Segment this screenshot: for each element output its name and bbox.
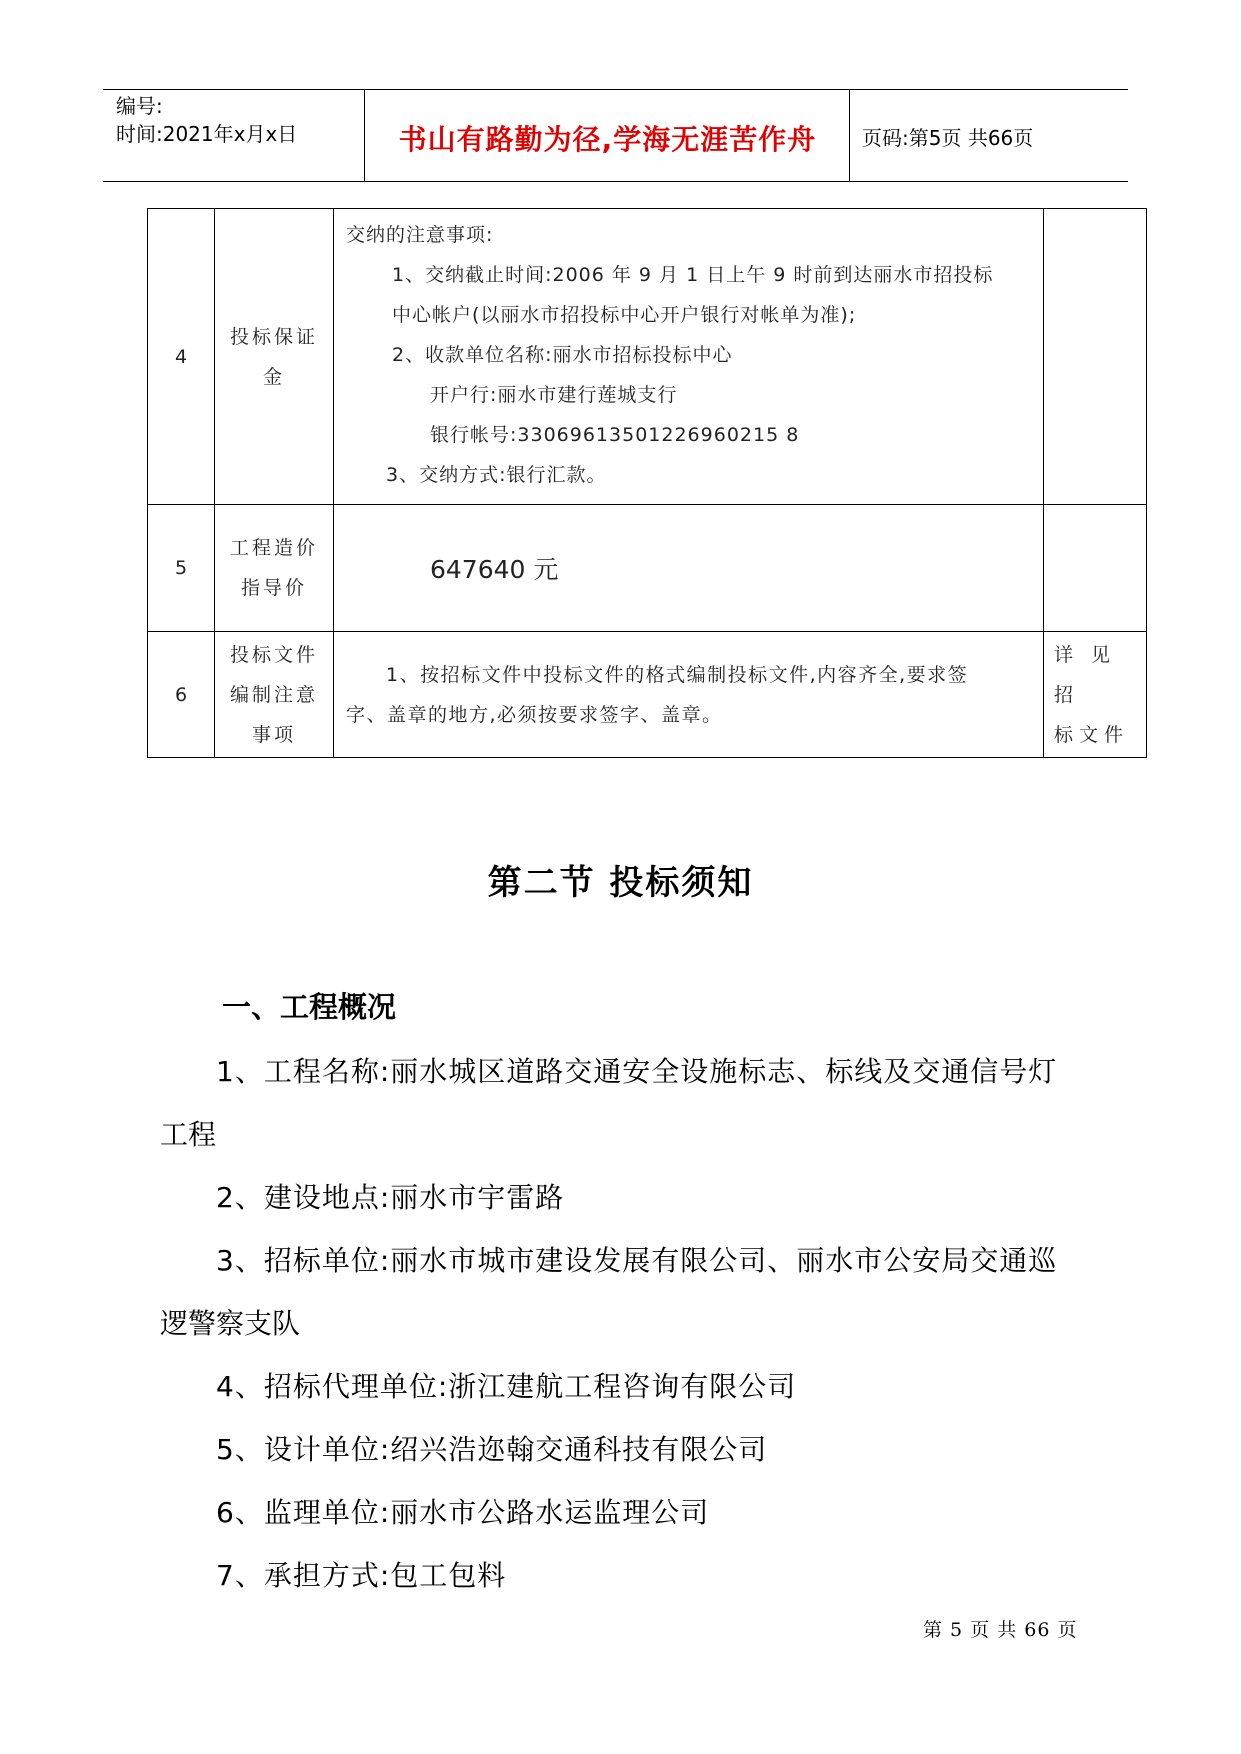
- item-name-line: 金: [262, 365, 285, 388]
- list-item: [160, 1418, 1080, 1481]
- item-name-line: 指导价: [240, 577, 307, 599]
- header-meta: [116, 92, 297, 148]
- item-name-line: 投标文件: [229, 643, 318, 666]
- row-number: 6: [148, 632, 215, 758]
- header-divider-left: [364, 89, 365, 181]
- header-divider-right: [849, 89, 850, 181]
- document-number-label: 编号:: [116, 94, 163, 118]
- list-item: [160, 1481, 1080, 1544]
- item-text: 2、建设地点:丽水市宇雷路: [216, 1181, 565, 1214]
- row-number: 5: [148, 505, 215, 632]
- page-footer: 第 5 页 共 66 页: [923, 1619, 1078, 1641]
- item-name-line: 投标保证: [229, 325, 318, 348]
- row-remark: [1044, 505, 1147, 632]
- deposit-payee: 2、收款单位名称:丽水市招标投标中心: [392, 344, 733, 366]
- item-text-cont: 工程: [160, 1118, 217, 1151]
- remark-line: 详 见 招: [1054, 643, 1117, 706]
- subsection-title: 一、工程概况: [222, 990, 397, 1024]
- tender-info-table: [147, 208, 1147, 758]
- item-name-line: 事项: [251, 723, 296, 746]
- row-item-name: [215, 505, 334, 632]
- row-remark: [1044, 632, 1147, 758]
- document-time: 时间:2021年x月x日: [116, 122, 298, 146]
- item-text: 3、招标单位:丽水市城市建设发展有限公司、丽水市公安局交通巡: [216, 1244, 1058, 1277]
- row-item-name: [215, 209, 334, 505]
- item-text-cont: 逻警察支队: [160, 1307, 301, 1340]
- deposit-details: [334, 209, 1044, 505]
- item-name-line: 编制注意: [229, 683, 318, 706]
- remark-line: 标文件: [1054, 723, 1130, 746]
- item-text: 7、承担方式:包工包料: [216, 1559, 507, 1592]
- header-page-info: 页码:第5页 共66页: [862, 126, 1034, 150]
- item-text: 1、工程名称:丽水城区道路交通安全设施标志、标线及交通信号灯: [216, 1055, 1058, 1088]
- deposit-heading: 交纳的注意事项:: [346, 224, 494, 246]
- table-row: [148, 209, 1147, 505]
- item-name-line: 工程造价: [229, 537, 318, 559]
- compilation-notes: [334, 632, 1044, 758]
- list-item: [160, 1544, 1080, 1607]
- header-bottom-rule: [103, 181, 1128, 182]
- list-item: [160, 1040, 1080, 1166]
- row-item-name: [215, 632, 334, 758]
- header-top-rule: [103, 89, 1128, 90]
- list-item: [160, 1355, 1080, 1418]
- notes-line: 1、按招标文件中投标文件的格式编制投标文件,内容齐全,要求签: [386, 663, 969, 686]
- list-item: [160, 1166, 1080, 1229]
- item-text: 6、监理单位:丽水市公路水运监理公司: [216, 1496, 710, 1529]
- table-row: [148, 632, 1147, 758]
- header-motto: 书山有路勤为径,学海无涯苦作舟: [398, 123, 817, 156]
- section-title: 第二节 投标须知: [487, 863, 754, 903]
- deposit-deadline-cont: 中心帐户(以丽水市招投标中心开户银行对帐单为准);: [392, 304, 857, 326]
- item-text: 4、招标代理单位:浙江建航工程咨询有限公司: [216, 1370, 797, 1403]
- notes-line: 字、盖章的地方,必须按要求签字、盖章。: [346, 703, 723, 726]
- guide-price: 647640 元: [334, 505, 1044, 632]
- deposit-method: 3、交纳方式:银行汇款。: [386, 464, 607, 486]
- item-text: 5、设计单位:绍兴浩迩翰交通科技有限公司: [216, 1433, 768, 1466]
- row-remark: [1044, 209, 1147, 505]
- deposit-account: 银行帐号:33069613501226960215 8: [430, 424, 800, 446]
- row-number: 4: [148, 209, 215, 505]
- table-row: [148, 505, 1147, 632]
- list-item: [160, 1229, 1080, 1355]
- deposit-bank: 开户行:丽水市建行莲城支行: [430, 384, 678, 406]
- deposit-deadline: 1、交纳截止时间:2006 年 9 月 1 日上午 9 时前到达丽水市招投标: [392, 264, 994, 286]
